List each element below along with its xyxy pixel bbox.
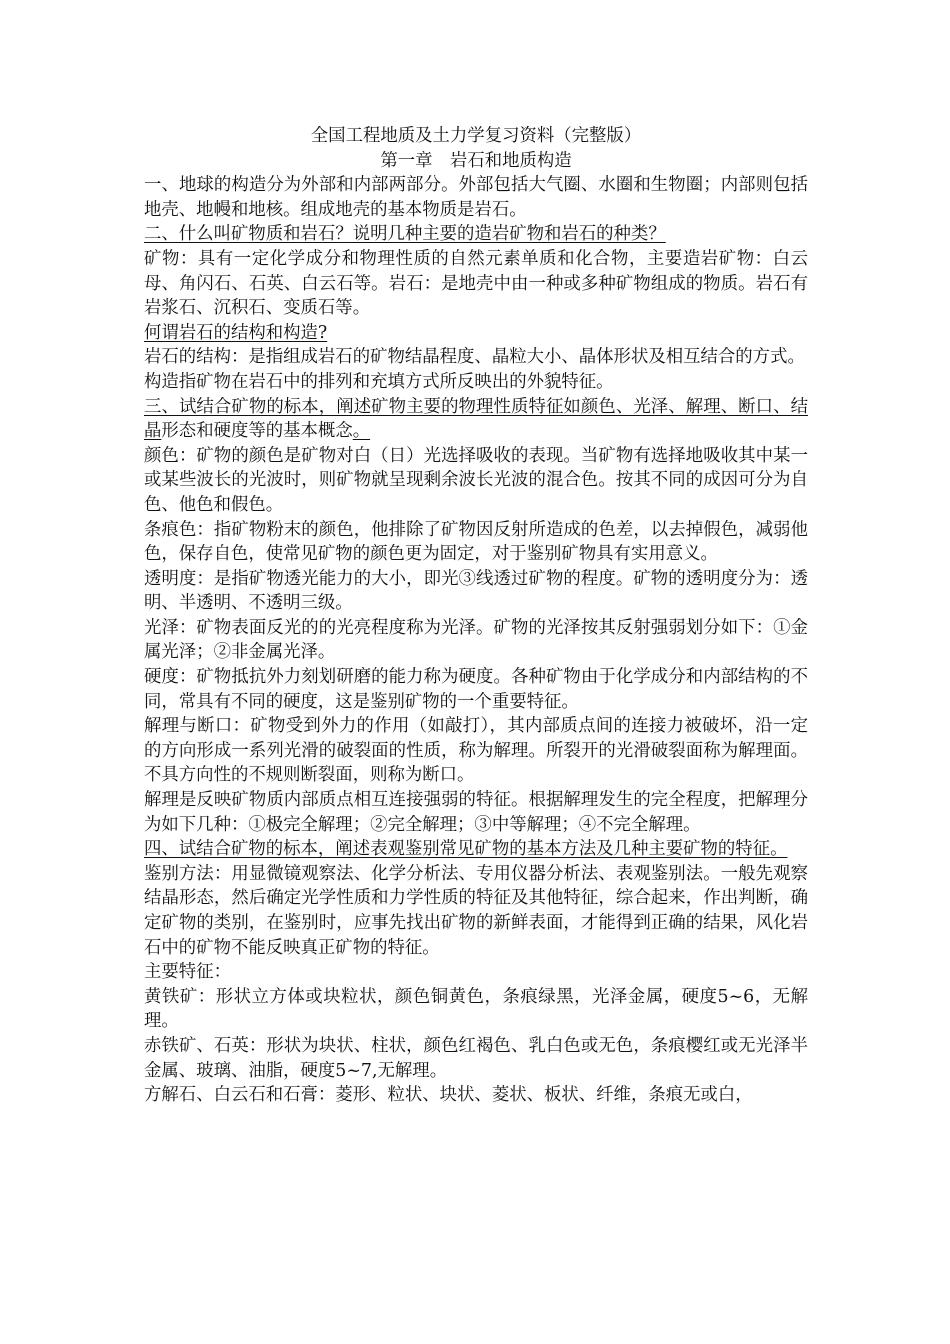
paragraph-color: 颜色：矿物的颜色是矿物对白（日）光选择吸收的表现。当矿物有选择地吸收其中某一或某些波长的光波时，则矿物就呈现剩余波长光波的混合色。按其不同的成因可分为自色、他色和假色。: [144, 445, 808, 515]
paragraph-hematite-quartz: 赤铁矿、石英：形状为块状、柱状，颜色红褐色、乳白色或无色，条痕樱红或无光泽半金属、玻璃、油脂，硬度5~7,无解理。: [144, 1035, 808, 1081]
paragraph-streak: 条痕色：指矿物粉末的颜色，他排除了矿物因反射所造成的色差，以去掉假色，减弱他色，保存自色，使常见矿物的颜色更为固定，对于鉴别矿物具有实用意义。: [144, 519, 808, 565]
paragraph-earth-structure: 一、地球的构造分为外部和内部两部分。外部包括大气圈、水圈和生物圈；内部则包括地壳、地幔和地核。组成地壳的基本物质是岩石。: [144, 175, 808, 220]
document-title: 全国工程地质及土力学复习资料（完整版）: [310, 126, 642, 146]
question-physical-properties: [144, 395, 808, 444]
question-identification: 四、试结合矿物的标本，阐述表观鉴别常见矿物的基本方法及几种主要矿物的特征。: [144, 839, 788, 860]
paragraph-pyrite: 黄铁矿：形状立方体或块粒状，颜色铜黄色，条痕绿黑，光泽金属，硬度5~6，无解理。: [144, 986, 808, 1032]
question-physical-properties-underlined: 三、试结合矿物的标本，阐述矿物主要的物理性质特征如颜色、光泽、解理、断口、结晶: [144, 396, 808, 442]
question-rock-structure: 何谓岩石的结构和构造?: [144, 322, 328, 343]
paragraph-transparency: 透明度：是指矿物透光能力的大小，即光③线透过矿物的程度。矿物的透明度分为：透明、半透明、不透明三级。: [144, 568, 808, 614]
question-minerals-rocks: 二、什么叫矿物质和岩石？说明几种主要的造岩矿物和岩石的种类？: [144, 224, 666, 245]
question-physical-properties-plain: 形态和硬度等的基本概念: [161, 421, 353, 442]
paragraph-rock-structure: 岩石的结构：是指组成岩石的矿物结晶程度、晶粒大小、晶体形状及相互结合的方式。: [144, 347, 805, 368]
paragraph-luster: 光泽：矿物表面反光的的光亮程度称为光泽。矿物的光泽按其反射强弱划分如下：①金属光泽；②非金属光泽。: [144, 617, 808, 663]
paragraph-cleavage-levels: 解理是反映矿物质内部质点相互连接强弱的特征。根据解理发生的完全程度，把解理分为如下几种：①极完全解理；②完全解理；③中等解理；④不完全解理。: [144, 790, 808, 835]
paragraph-minerals-rocks: 矿物：具有一定化学成分和物理性质的自然元素单质和化合物，主要造岩矿物：白云母、角闪石、石英、白云石等。岩石：是地壳中由一种或多种矿物组成的物质。岩石有岩浆石、沉积石、变质石等。: [144, 248, 808, 319]
chapter-title: 第一章 岩石和地质构造: [380, 150, 572, 171]
paragraph-hardness: 硬度：矿物抵抗外力刻划研磨的能力称为硬度。各种矿物由于化学成分和内部结构的不同，常具有不同的硬度，这是鉴别矿物的一个重要特征。: [144, 667, 808, 712]
question-physical-properties-end: 。: [352, 421, 371, 442]
paragraph-cleavage-fracture: 解理与断口：矿物受到外力的作用（如敲打），其内部质点间的连接力被破坏，沿一定的方向形成一系列光滑的破裂面的性质，称为解理。所裂开的光滑破裂面称为解理面。不具方向性的不规则断裂面，则称为断口。: [144, 716, 808, 786]
paragraph-identification-methods: 鉴别方法：用显微镜观察法、化学分析法、专用仪器分析法、表观鉴别法。一般先观察结晶形态，然后确定光学性质和力学性质的特征及其他特征，综合起来，作出判断，确定矿物的类别，在鉴别时，应事先找出矿物的新鲜表面，才能得到正确的结果，风化岩石中的矿物不能反映真正矿物的特征。: [144, 863, 808, 958]
paragraph-main-features: 主要特征：: [144, 962, 231, 983]
paragraph-calcite-dolomite-gypsum: 方解石、白云石和石膏：菱形、粒状、块状、菱状、板状、纤维，条痕无或白，: [144, 1085, 753, 1106]
document-page: [144, 124, 808, 1108]
paragraph-rock-construction: 构造指矿物在岩石中的排列和充填方式所反映出的外貌特征。: [144, 371, 614, 392]
